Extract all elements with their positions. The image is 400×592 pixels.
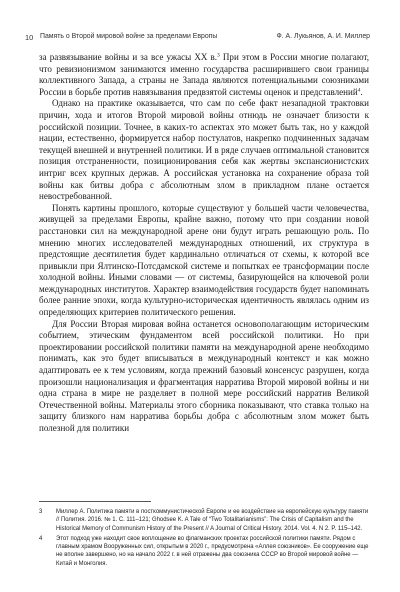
footnote-text: Миллер А. Политика памяти в посткоммунистической Европе и ее воздействие на европейскую культуру памяти // Полития. 2016. № 1. С. 111–121; Ghodsee K. A Tale of “Two Totalitarianisms”: The Crisis of Capitalism and the Historical Memory of Communism History of the Present // A Journal of Critical History. 2014. Vol. 4. N 2. P. 115–142. <box>56 509 369 532</box>
paragraph-1-start: за развязывание войны и за все ужасы XX в. <box>39 52 218 62</box>
running-header <box>0 33 400 45</box>
paragraph-3: Понять картины прошлого, которые существуют у большей части человечества, живущей за пределами Европы, крайне важно, потому что при создании новой расстановки сил на международной арене они будут играть решающую роль. По мнению многих исследователей международных отношений, их структура в предстоящие десятилетия будет кардинально отличаться от схемы, к которой все привыкли при Ялтинско-Потсдамской системе и попытках ее трансформации после холодной войны. Иными словами — от системы, базирующейся на ключевой роли международных институтов. Характер взаимодействия государств будет напоминать более ранние эпохи, когда культурно-историческая идентичность являлась одним из определяющих критериев политического решения. <box>39 202 369 318</box>
paragraph-2: Однако на практике оказывается, что сам по себе факт незападной трактовки причин, хода и итогов Второй мировой войны отнюдь не означает близости к российской позиции. Точнее, в каких-то аспектах это может быть так, но у каждой нации, естественно, формируется набор постулатов, накрепко подчиненных задачам текущей внешней и внутренней политики. И в ряде случаев оптимальной становится позиция отстраненности, позиционирования себя как жертвы экспансионистских интриг всех крупных держав. А российская установка на сохранение образа той войны как битвы добра с абсолютным злом в прикладном плане остается невостребованной. <box>39 98 369 202</box>
footnote-divider <box>39 501 151 502</box>
running-title: Память о Второй мировой войне за пределами Европы <box>40 33 218 40</box>
page-number: 10 <box>25 33 34 42</box>
paragraph-1-continued: При этом в России многие полагают, что ревизионизмом занимаются именно государства расширившего свои границы коллективного Запада, а страны не Запада являются потенциальными союзниками России в борьбе против навязывания предвзятой системы оценок и представлений <box>39 52 370 97</box>
footnote-ref-4[interactable]: 4 <box>357 87 361 94</box>
footnotes <box>39 508 369 570</box>
footnote-number: 4 <box>39 535 43 542</box>
main-text <box>39 52 369 435</box>
paragraph-1 <box>39 52 369 98</box>
footnote-3 <box>39 508 369 533</box>
footnote-ref-3[interactable]: 3 <box>217 52 220 59</box>
footnote-number: 3 <box>39 509 43 515</box>
paragraph-4: Для России Вторая мировая война останется основополагающим историческим событием, этическим фундаментом всей российской политики. Но при проектировании российской политики памяти на международной арене необходимо понимать, как это будет вписываться в международный контекст и как можно адаптировать ее к тем условиям, когда прежний базовый консенсус разрушен, когда произошли национализация и фрагментация нарратива Второй мировой войны и ни одна страна в мире не разделяет в полной мере российский нарратив Великой Отечественной войны. Материалы этого сборника показывают, что ставка только на защиту близкого нам нарратива борьбы добра с абсолютным злом может быть полезной для политики <box>39 318 369 433</box>
running-authors: Ф. А. Лукьянов, А. И. Миллер <box>276 33 370 40</box>
footnote-text: Этот подход уже находит свое воплощение во флагманских проектах российской политики памяти. Рядом с главным храмом Вооруженных сил, открытым в 2020 г., предусмотрена «Аллея союзников». Ее сооружение еще не вполне завершено, но на начало 2022 г. в ней отражены два союзника СССР во Второй мировой войне — Китай и Монголия. <box>56 535 369 567</box>
paragraph-1-end: . <box>360 86 363 97</box>
footnote-4 <box>39 535 369 568</box>
